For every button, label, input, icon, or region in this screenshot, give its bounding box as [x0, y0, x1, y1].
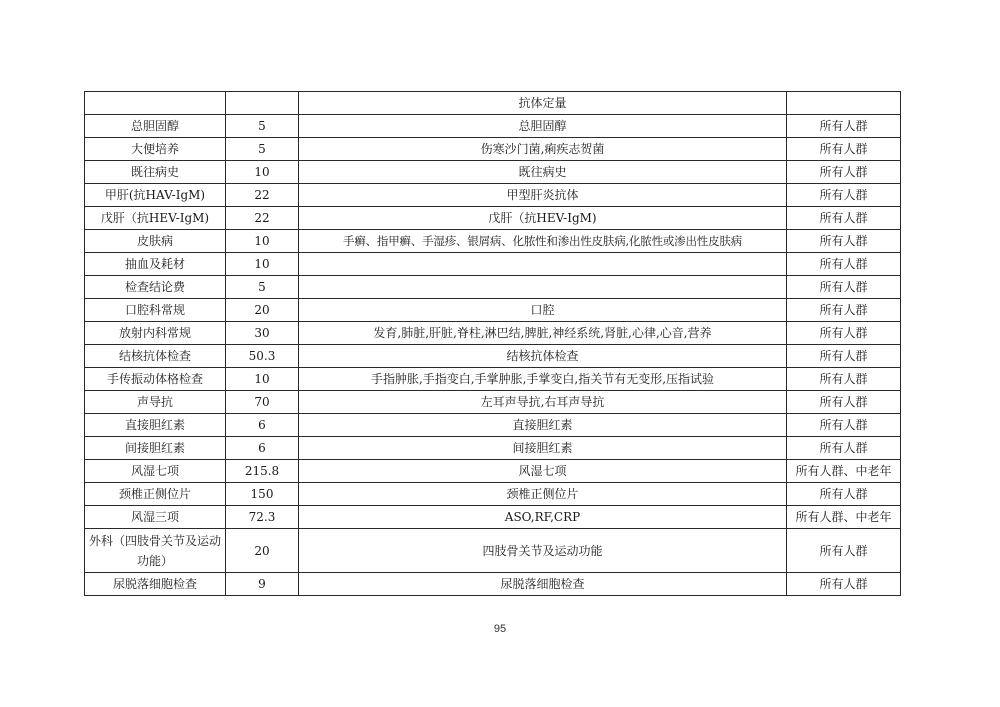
exam-items-table — [84, 91, 901, 596]
cell-item: 风湿七项 — [85, 460, 226, 483]
table-row — [85, 368, 901, 391]
cell-description: 抗体定量 — [299, 92, 787, 115]
table-row — [85, 322, 901, 345]
cell-description: 口腔 — [299, 299, 787, 322]
cell-price: 9 — [226, 573, 299, 596]
cell-description: 既往病史 — [299, 161, 787, 184]
table-row-header — [85, 92, 901, 115]
cell-price: 30 — [226, 322, 299, 345]
cell-description: 结核抗体检查 — [299, 345, 787, 368]
cell-price: 5 — [226, 115, 299, 138]
cell-item: 检查结论费 — [85, 276, 226, 299]
cell-description: 甲型肝炎抗体 — [299, 184, 787, 207]
cell-item — [85, 92, 226, 115]
cell-item: 总胆固醇 — [85, 115, 226, 138]
cell-population: 所有人群 — [787, 230, 901, 253]
cell-item: 声导抗 — [85, 391, 226, 414]
cell-description: 手指肿胀,手指变白,手掌肿胀,手掌变白,指关节有无变形,压指试验 — [299, 368, 787, 391]
cell-price: 10 — [226, 368, 299, 391]
cell-description — [299, 253, 787, 276]
cell-population: 所有人群、中老年 — [787, 460, 901, 483]
cell-population: 所有人群 — [787, 184, 901, 207]
cell-population: 所有人群 — [787, 276, 901, 299]
cell-population: 所有人群 — [787, 483, 901, 506]
cell-population: 所有人群 — [787, 437, 901, 460]
cell-item: 直接胆红素 — [85, 414, 226, 437]
cell-population: 所有人群 — [787, 368, 901, 391]
cell-description: 四肢骨关节及运动功能 — [299, 529, 787, 573]
cell-description — [299, 276, 787, 299]
cell-price: 70 — [226, 391, 299, 414]
cell-item: 大便培养 — [85, 138, 226, 161]
cell-description: 风湿七项 — [299, 460, 787, 483]
cell-item: 既往病史 — [85, 161, 226, 184]
cell-population: 所有人群 — [787, 253, 901, 276]
table-row — [85, 138, 901, 161]
table-row — [85, 161, 901, 184]
cell-price: 22 — [226, 207, 299, 230]
cell-item: 颈椎正侧位片 — [85, 483, 226, 506]
cell-description: 发育,肺脏,肝脏,脊柱,淋巴结,脾脏,神经系统,肾脏,心律,心音,营养 — [299, 322, 787, 345]
cell-description: ASO,RF,CRP — [299, 506, 787, 529]
cell-item: 抽血及耗材 — [85, 253, 226, 276]
table-row — [85, 230, 901, 253]
cell-item: 结核抗体检查 — [85, 345, 226, 368]
cell-price: 20 — [226, 529, 299, 573]
table-row — [85, 253, 901, 276]
cell-item: 间接胆红素 — [85, 437, 226, 460]
cell-item: 放射内科常规 — [85, 322, 226, 345]
cell-description: 尿脱落细胞检查 — [299, 573, 787, 596]
cell-price: 20 — [226, 299, 299, 322]
cell-description: 手癣、指甲癣、手湿疹、银屑病、化脓性和渗出性皮肤病,化脓性或渗出性皮肤病 — [299, 230, 787, 253]
cell-item: 尿脱落细胞检查 — [85, 573, 226, 596]
cell-description: 总胆固醇 — [299, 115, 787, 138]
cell-price: 5 — [226, 138, 299, 161]
cell-item: 甲肝(抗HAV-IgM) — [85, 184, 226, 207]
cell-description: 直接胆红素 — [299, 414, 787, 437]
cell-description: 左耳声导抗,右耳声导抗 — [299, 391, 787, 414]
cell-item: 口腔科常规 — [85, 299, 226, 322]
cell-price: 6 — [226, 414, 299, 437]
cell-description: 间接胆红素 — [299, 437, 787, 460]
table-row — [85, 345, 901, 368]
cell-item: 皮肤病 — [85, 230, 226, 253]
cell-population: 所有人群 — [787, 299, 901, 322]
table-row — [85, 483, 901, 506]
cell-item: 外科（四肢骨关节及运动功能） — [85, 529, 226, 573]
table-row — [85, 414, 901, 437]
cell-description: 颈椎正侧位片 — [299, 483, 787, 506]
cell-item: 风湿三项 — [85, 506, 226, 529]
cell-population: 所有人群 — [787, 529, 901, 573]
table-row — [85, 529, 901, 573]
cell-population: 所有人群 — [787, 391, 901, 414]
cell-price: 150 — [226, 483, 299, 506]
cell-population: 所有人群 — [787, 138, 901, 161]
cell-price: 22 — [226, 184, 299, 207]
cell-item: 戊肝（抗HEV-IgM) — [85, 207, 226, 230]
cell-population: 所有人群 — [787, 161, 901, 184]
cell-price: 10 — [226, 230, 299, 253]
cell-price: 215.8 — [226, 460, 299, 483]
cell-population: 所有人群 — [787, 414, 901, 437]
cell-population: 所有人群、中老年 — [787, 506, 901, 529]
cell-price: 6 — [226, 437, 299, 460]
cell-population: 所有人群 — [787, 115, 901, 138]
cell-price: 50.3 — [226, 345, 299, 368]
cell-population — [787, 92, 901, 115]
cell-price: 72.3 — [226, 506, 299, 529]
table-row — [85, 460, 901, 483]
cell-description: 戊肝（抗HEV-IgM) — [299, 207, 787, 230]
table-row — [85, 391, 901, 414]
table-row — [85, 299, 901, 322]
cell-item: 手传振动体格检查 — [85, 368, 226, 391]
table-body — [85, 92, 901, 596]
page-number: 95 — [493, 623, 507, 635]
table-row — [85, 573, 901, 596]
cell-population: 所有人群 — [787, 573, 901, 596]
cell-population: 所有人群 — [787, 322, 901, 345]
cell-price: 10 — [226, 161, 299, 184]
cell-price: 10 — [226, 253, 299, 276]
table-row — [85, 506, 901, 529]
table-row — [85, 437, 901, 460]
cell-price: 5 — [226, 276, 299, 299]
cell-description: 伤寒沙门菌,痢疾志贺菌 — [299, 138, 787, 161]
cell-population: 所有人群 — [787, 345, 901, 368]
table-row — [85, 115, 901, 138]
table-row — [85, 276, 901, 299]
table-row — [85, 184, 901, 207]
table-row — [85, 207, 901, 230]
cell-population: 所有人群 — [787, 207, 901, 230]
cell-price — [226, 92, 299, 115]
